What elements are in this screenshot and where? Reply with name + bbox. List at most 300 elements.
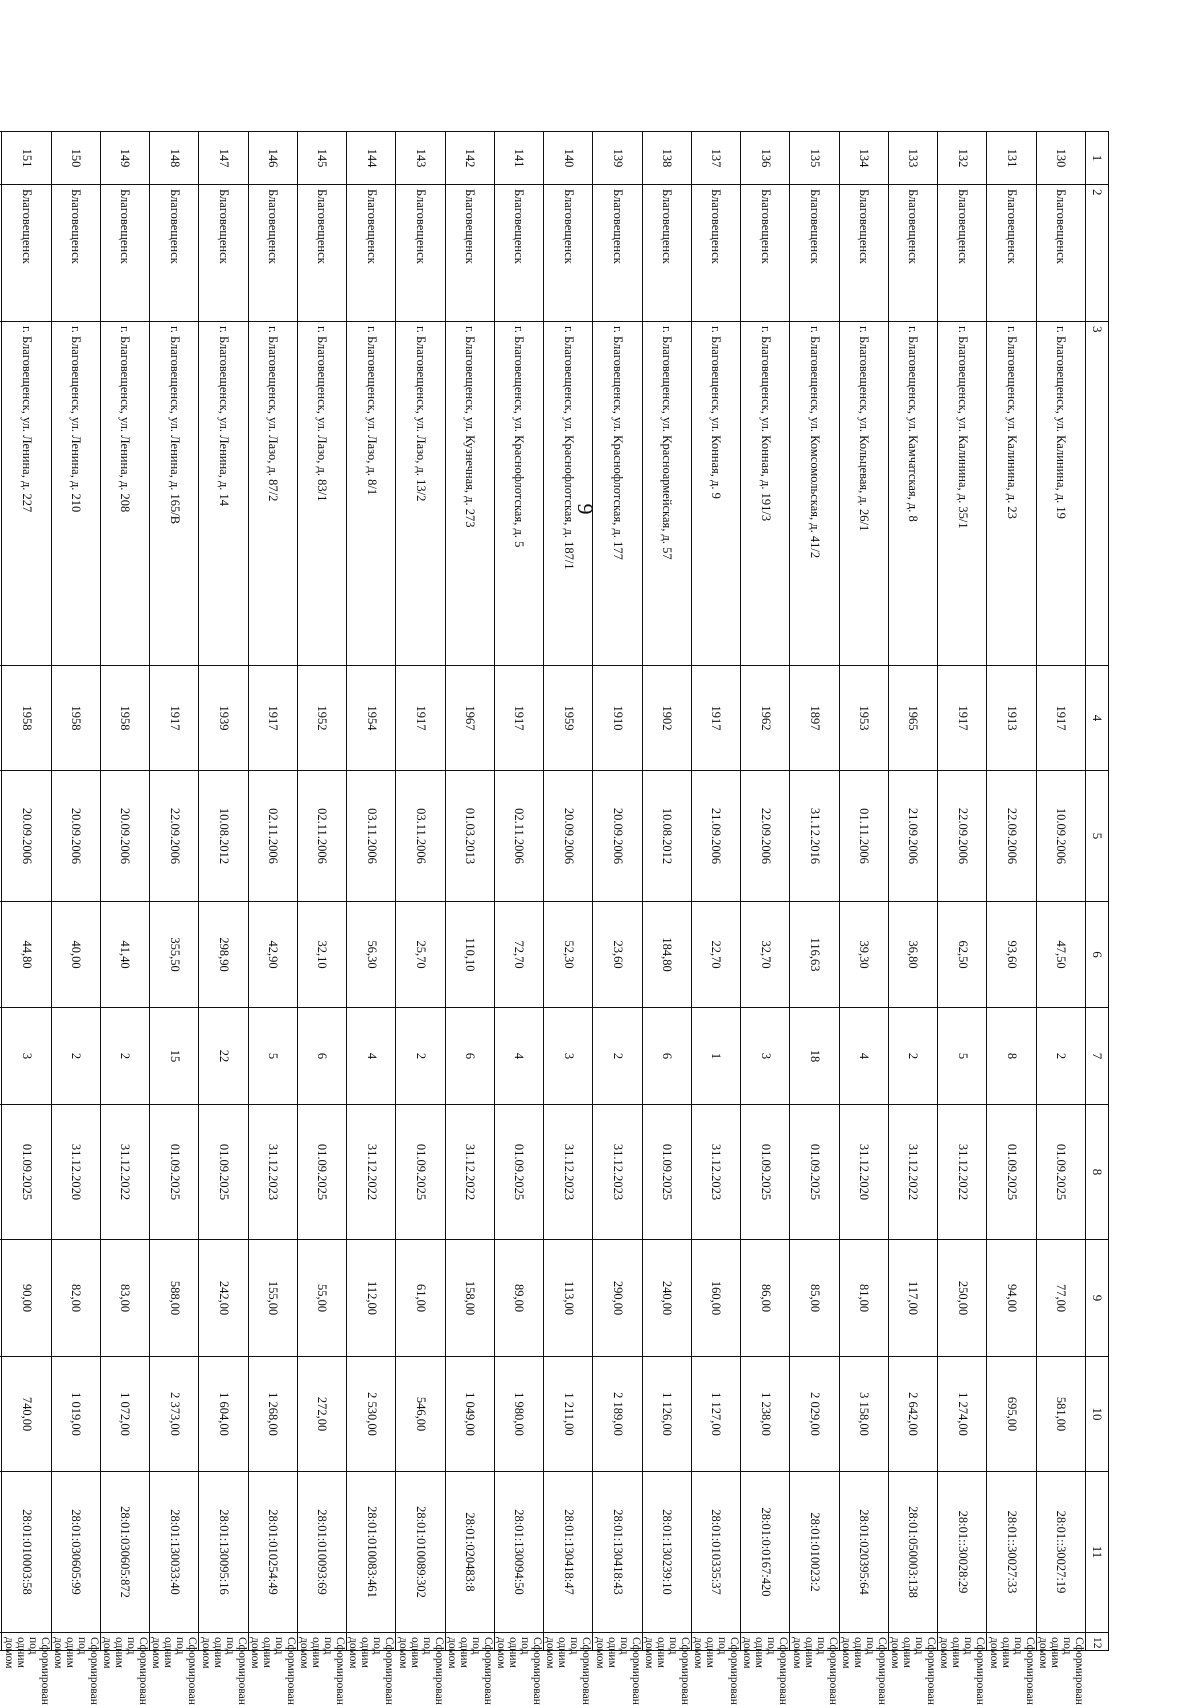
cell-address: г. Благовещенск, ул. Лазо, д. 13/2 (396, 322, 445, 666)
cell-cadastral-number: 28:01:010089:302 (396, 1472, 445, 1633)
cell-cadastral-number: 28:01:130033:40 (150, 1472, 199, 1633)
cell-date-2: 31.12.2023 (593, 1105, 642, 1240)
cell-count: 15 (150, 1008, 199, 1105)
column-header-11: 11 (1086, 1472, 1109, 1633)
cell-cadastral-number: 28:01:130095:16 (199, 1472, 248, 1633)
cell-area (0, 902, 2, 1008)
cell-cadastral-number: 28:01:010003:58 (2, 1472, 51, 1633)
cell-area: 62,50 (938, 902, 987, 1008)
cell-value-9: 61,00 (396, 1240, 445, 1357)
cell-build-year: 1917 (1036, 666, 1085, 771)
cell-city: Благовещенск (741, 185, 790, 322)
cell-row-number: 150 (51, 132, 100, 185)
cell-date: 22.09.2006 (150, 771, 199, 902)
cell-address: г. Благовещенск, ул. Кольцевая, д. 26/1 (839, 322, 888, 666)
cell-date-2: 01.09.2025 (790, 1105, 839, 1240)
cell-build-year: 1917 (150, 666, 199, 771)
cell-value-10: 1 072,00 (101, 1357, 150, 1472)
cell-area: 47,50 (1036, 902, 1085, 1008)
cell-build-year: 1913 (987, 666, 1036, 771)
cell-date-2: 01.09.2025 (150, 1105, 199, 1240)
cell-date: 10.08.2012 (199, 771, 248, 902)
cell-value-9: 290,00 (593, 1240, 642, 1357)
table-row (790, 132, 839, 1651)
cell-date-2: 01.09.2025 (642, 1105, 691, 1240)
cell-build-year: 1965 (889, 666, 938, 771)
cell-row-number: 142 (445, 132, 494, 185)
cell-value-10: 1 274,00 (938, 1357, 987, 1472)
cell-date-2: 31.12.2022 (889, 1105, 938, 1240)
cell-value-9: 240,00 (642, 1240, 691, 1357)
cell-date: 22.09.2006 (938, 771, 987, 902)
cell-address (0, 322, 2, 666)
cell-date-2: 01.09.2025 (199, 1105, 248, 1240)
cell-city: Благовещенск (1036, 185, 1085, 322)
cell-area: 298,90 (199, 902, 248, 1008)
table-row (741, 132, 790, 1651)
cell-area: 110,10 (445, 902, 494, 1008)
table-row (150, 132, 199, 1651)
table-row (839, 132, 888, 1651)
column-header-6: 6 (1086, 902, 1109, 1008)
cell-value-9: 85,00 (790, 1240, 839, 1357)
cell-row-number: 144 (347, 132, 396, 185)
cell-cadastral-number: 28:01:0:0167:420 (741, 1472, 790, 1633)
cell-count: 4 (495, 1008, 544, 1105)
cell-row-number: 130 (1036, 132, 1085, 185)
cell-city: Благовещенск (150, 185, 199, 322)
cell-date: 03.11.2006 (347, 771, 396, 902)
cell-value-10 (0, 1357, 2, 1472)
cell-row-number: 143 (396, 132, 445, 185)
column-header-12: 12 (1086, 1633, 1109, 1651)
table-row (199, 132, 248, 1651)
cell-city: Благовещенск (544, 185, 593, 322)
cell-area: 32,10 (298, 902, 347, 1008)
cell-area: 25,70 (396, 902, 445, 1008)
cell-value-9: 155,00 (248, 1240, 297, 1357)
cell-cadastral-number: 28:01:130418:43 (593, 1472, 642, 1633)
cell-city (0, 185, 2, 322)
cell-value-10: 2 530,00 (347, 1357, 396, 1472)
cell-date: 02.11.2006 (298, 771, 347, 902)
cell-cadastral-number: 28:01:050003:138 (889, 1472, 938, 1633)
cell-cadastral-number: 28:01::30027:33 (987, 1472, 1036, 1633)
cell-status: Сформирован под одним домом (445, 1633, 494, 1651)
cell-value-10: 2 373,00 (150, 1357, 199, 1472)
cell-cadastral-number: 28:01:130094:50 (495, 1472, 544, 1633)
table-row (593, 132, 642, 1651)
cell-build-year: 1959 (544, 666, 593, 771)
cell-count: 4 (347, 1008, 396, 1105)
cell-city: Благовещенск (2, 185, 51, 322)
cell-address: г. Благовещенск, ул. Конная, д. 191/3 (741, 322, 790, 666)
cell-date-2: 31.12.2023 (544, 1105, 593, 1240)
cell-count: 6 (445, 1008, 494, 1105)
table-row (2, 132, 51, 1651)
cell-count: 6 (298, 1008, 347, 1105)
column-header-3: 3 (1086, 322, 1109, 666)
table-row (544, 132, 593, 1651)
cell-status: Сформирован под одним домом (51, 1633, 100, 1651)
cell-address: г. Благовещенск, ул. Калинина, д. 19 (1036, 322, 1085, 666)
cell-date: 01.11.2006 (839, 771, 888, 902)
cell-city: Благовещенск (938, 185, 987, 322)
cell-row-number: 149 (101, 132, 150, 185)
cell-build-year (0, 666, 2, 771)
cell-cadastral-number (0, 1472, 2, 1633)
cell-row-number: 134 (839, 132, 888, 185)
column-header-2: 2 (1086, 185, 1109, 322)
table-row (347, 132, 396, 1651)
table-row (1036, 132, 1085, 1651)
cell-address: г. Благовещенск, ул. Лазо, д. 87/2 (248, 322, 297, 666)
cell-count (0, 1008, 2, 1105)
cell-row-number: 140 (544, 132, 593, 185)
cell-build-year: 1958 (2, 666, 51, 771)
cell-city: Благовещенск (593, 185, 642, 322)
cell-row-number: 146 (248, 132, 297, 185)
cell-status: Сформирован под одним домом (593, 1633, 642, 1651)
cell-city: Благовещенск (396, 185, 445, 322)
cell-area: 22,70 (692, 902, 741, 1008)
cell-count: 2 (51, 1008, 100, 1105)
cell-value-10: 1 980,00 (495, 1357, 544, 1472)
cell-date: 10.08.2012 (642, 771, 691, 902)
cell-build-year: 1958 (51, 666, 100, 771)
cell-build-year: 1953 (839, 666, 888, 771)
cell-cadastral-number: 28:01:010335:37 (692, 1472, 741, 1633)
cell-row-number: 133 (889, 132, 938, 185)
cell-address: г. Благовещенск, ул. Конная, д. 9 (692, 322, 741, 666)
cell-status: Сформирован под одним домом (396, 1633, 445, 1651)
cell-build-year: 1939 (199, 666, 248, 771)
cell-status: Сформирован под одним домом (642, 1633, 691, 1651)
cell-count: 3 (741, 1008, 790, 1105)
cell-city: Благовещенск (347, 185, 396, 322)
cell-date: 20.09.2006 (101, 771, 150, 902)
cell-value-10: 1 268,00 (248, 1357, 297, 1472)
cell-count: 4 (839, 1008, 888, 1105)
table-row (248, 132, 297, 1651)
cell-area: 184,80 (642, 902, 691, 1008)
cell-value-9: 117,00 (889, 1240, 938, 1357)
cell-value-10: 695,00 (987, 1357, 1036, 1472)
cell-count: 8 (987, 1008, 1036, 1105)
cell-area: 44,80 (2, 902, 51, 1008)
cell-area: 116,63 (790, 902, 839, 1008)
cell-date-2: 01.09.2025 (396, 1105, 445, 1240)
cell-address: г. Благовещенск, ул. Лазо, д. 8/1 (347, 322, 396, 666)
cell-value-9: 160,00 (692, 1240, 741, 1357)
cell-count: 18 (790, 1008, 839, 1105)
cell-value-9: 94,00 (987, 1240, 1036, 1357)
cell-city: Благовещенск (445, 185, 494, 322)
column-header-8: 8 (1086, 1105, 1109, 1240)
cell-date: 02.11.2006 (495, 771, 544, 902)
cell-row-number: 147 (199, 132, 248, 185)
cell-city: Благовещенск (642, 185, 691, 322)
cell-date-2: 31.12.2022 (445, 1105, 494, 1240)
cell-date: 20.09.2006 (2, 771, 51, 902)
cell-count: 5 (938, 1008, 987, 1105)
cell-value-9: 55,00 (298, 1240, 347, 1357)
cell-date-2: 01.09.2025 (1036, 1105, 1085, 1240)
table-row (0, 132, 2, 1651)
cell-date-2: 01.09.2025 (2, 1105, 51, 1240)
cell-date: 10.09.2006 (1036, 771, 1085, 902)
cell-address: г. Благовещенск, ул. Лазо, д. 83/1 (298, 322, 347, 666)
cell-date-2: 31.12.2020 (51, 1105, 100, 1240)
cell-status: Сформирован под одним домом (150, 1633, 199, 1651)
cell-date: 03.11.2006 (396, 771, 445, 902)
cell-address: г. Благовещенск, ул. Краснофлотская, д. 177 (593, 322, 642, 666)
cell-count: 2 (396, 1008, 445, 1105)
cell-date: 20.09.2006 (544, 771, 593, 902)
cell-date-2: 31.12.2022 (347, 1105, 396, 1240)
cell-area: 52,30 (544, 902, 593, 1008)
cell-address: г. Благовещенск, ул. Ленина, д. 210 (51, 322, 100, 666)
cell-value-10: 2 642,00 (889, 1357, 938, 1472)
cell-address: г. Благовещенск, ул. Ленина, д. 208 (101, 322, 150, 666)
cell-build-year: 1910 (593, 666, 642, 771)
column-header-10: 10 (1086, 1357, 1109, 1472)
table-row (101, 132, 150, 1651)
cell-value-10: 1 238,00 (741, 1357, 790, 1472)
page-number: 9 (573, 503, 598, 515)
cell-count: 3 (2, 1008, 51, 1105)
cell-row-number: 137 (692, 132, 741, 185)
cell-cadastral-number: 28:01:130239:10 (642, 1472, 691, 1633)
cell-row-number: 138 (642, 132, 691, 185)
cell-area: 56,30 (347, 902, 396, 1008)
cell-value-9 (0, 1240, 2, 1357)
cell-address: г. Благовещенск, ул. Красноармейская, д. 57 (642, 322, 691, 666)
cell-cadastral-number: 28:01:030605:872 (101, 1472, 150, 1633)
cell-count: 3 (544, 1008, 593, 1105)
cell-city: Благовещенск (839, 185, 888, 322)
cell-cadastral-number: 28:01:130418:47 (544, 1472, 593, 1633)
cell-value-9: 82,00 (51, 1240, 100, 1357)
cell-date: 02.11.2006 (248, 771, 297, 902)
cell-area: 72,70 (495, 902, 544, 1008)
cell-cadastral-number: 28:01::30027:19 (1036, 1472, 1085, 1633)
cell-area: 36,80 (889, 902, 938, 1008)
cell-value-9: 81,00 (839, 1240, 888, 1357)
cell-value-10: 3 158,00 (839, 1357, 888, 1472)
cell-city: Благовещенск (495, 185, 544, 322)
cell-city: Благовещенск (790, 185, 839, 322)
cell-area: 41,40 (101, 902, 150, 1008)
cell-area: 32,70 (741, 902, 790, 1008)
cell-value-10: 581,00 (1036, 1357, 1085, 1472)
housing-table (0, 131, 1109, 1705)
table-row (396, 132, 445, 1651)
table-row (445, 132, 494, 1651)
cell-cadastral-number: 28:01::30028:29 (938, 1472, 987, 1633)
cell-cadastral-number: 28:01:010254:49 (248, 1472, 297, 1633)
cell-status: Сформирован под одним домом (101, 1633, 150, 1651)
cell-cadastral-number: 28:01:020395:64 (839, 1472, 888, 1633)
cell-value-10: 2 189,00 (593, 1357, 642, 1472)
cell-count: 5 (248, 1008, 297, 1105)
cell-date: 21.09.2006 (889, 771, 938, 902)
cell-status: Сформирован под одним домом (544, 1633, 593, 1651)
cell-value-9: 90,00 (2, 1240, 51, 1357)
cell-cadastral-number: 28:01:010093:69 (298, 1472, 347, 1633)
cell-status: Сформирован под одним домом (839, 1633, 888, 1651)
cell-build-year: 1917 (692, 666, 741, 771)
cell-status: Сформирован под одним домом (347, 1633, 396, 1651)
cell-value-10: 1 126,00 (642, 1357, 691, 1472)
cell-row-number: 148 (150, 132, 199, 185)
cell-value-9: 158,00 (445, 1240, 494, 1357)
cell-cadastral-number: 28:01:010023:2 (790, 1472, 839, 1633)
cell-city: Благовещенск (51, 185, 100, 322)
cell-address: г. Благовещенск, ул. Калинина, д. 23 (987, 322, 1036, 666)
table-row (298, 132, 347, 1651)
cell-address: г. Благовещенск, ул. Калинина, д. 35/1 (938, 322, 987, 666)
cell-date-2: 31.12.2022 (938, 1105, 987, 1240)
cell-value-9: 113,00 (544, 1240, 593, 1357)
cell-build-year: 1967 (445, 666, 494, 771)
column-header-4: 4 (1086, 666, 1109, 771)
cell-row-number: 136 (741, 132, 790, 185)
cell-status: Сформирован под одним домом (248, 1633, 297, 1651)
cell-build-year: 1962 (741, 666, 790, 771)
cell-row-number: 131 (987, 132, 1036, 185)
cell-row-number: 141 (495, 132, 544, 185)
cell-city: Благовещенск (692, 185, 741, 322)
cell-build-year: 1917 (396, 666, 445, 771)
cell-value-9: 588,00 (150, 1240, 199, 1357)
cell-value-10: 1 127,00 (692, 1357, 741, 1472)
cell-value-10: 740,00 (2, 1357, 51, 1472)
cell-date-2 (0, 1105, 2, 1240)
column-header-1: 1 (1086, 132, 1109, 185)
cell-count: 22 (199, 1008, 248, 1105)
cell-value-9: 77,00 (1036, 1240, 1085, 1357)
table-row (51, 132, 100, 1651)
column-header-9: 9 (1086, 1240, 1109, 1357)
cell-date-2: 31.12.2020 (839, 1105, 888, 1240)
cell-area: 93,60 (987, 902, 1036, 1008)
cell-status: Сформирован под одним домом (790, 1633, 839, 1651)
cell-area: 39,30 (839, 902, 888, 1008)
table-row (692, 132, 741, 1651)
cell-date-2: 31.12.2022 (101, 1105, 150, 1240)
cell-build-year: 1917 (495, 666, 544, 771)
cell-count: 6 (642, 1008, 691, 1105)
column-header-5: 5 (1086, 771, 1109, 902)
table-row (987, 132, 1036, 1651)
cell-status: Сформирован под одним домом (199, 1633, 248, 1651)
cell-build-year: 1954 (347, 666, 396, 771)
cell-count: 2 (593, 1008, 642, 1105)
cell-status: Сформирован под одним домом (987, 1633, 1036, 1651)
cell-build-year: 1952 (298, 666, 347, 771)
cell-date: 31.12.2016 (790, 771, 839, 902)
cell-address: г. Благовещенск, ул. Краснофлотская, д. 5 (495, 322, 544, 666)
cell-date-2: 01.09.2025 (987, 1105, 1036, 1240)
cell-status: Сформирован под одним домом (298, 1633, 347, 1651)
cell-build-year: 1958 (101, 666, 150, 771)
cell-count: 2 (101, 1008, 150, 1105)
table-body (0, 132, 1086, 1705)
cell-date-2: 31.12.2023 (248, 1105, 297, 1240)
cell-row-number: 139 (593, 132, 642, 185)
cell-build-year: 1917 (248, 666, 297, 771)
cell-cadastral-number: 28:01:020483:8 (445, 1472, 494, 1633)
cell-city: Благовещенск (298, 185, 347, 322)
cell-status: Сформирован под одним домом (2, 1633, 51, 1651)
cell-city: Благовещенск (248, 185, 297, 322)
cell-address: г. Благовещенск, ул. Камчатская, д. 8 (889, 322, 938, 666)
cell-date: 22.09.2006 (741, 771, 790, 902)
cell-status: Сформирован под одним домом (692, 1633, 741, 1651)
cell-date: 21.09.2006 (692, 771, 741, 902)
cell-value-9: 83,00 (101, 1240, 150, 1357)
cell-area: 40,00 (51, 902, 100, 1008)
rotated-table-container (2, 131, 1109, 1705)
cell-value-10: 546,00 (396, 1357, 445, 1472)
table-row (642, 132, 691, 1651)
cell-status: Сформирован под одним домом (938, 1633, 987, 1651)
cell-area: 355,50 (150, 902, 199, 1008)
cell-city: Благовещенск (199, 185, 248, 322)
cell-row-number: 145 (298, 132, 347, 185)
cell-date: 20.09.2006 (593, 771, 642, 902)
cell-count: 2 (889, 1008, 938, 1105)
column-header-7: 7 (1086, 1008, 1109, 1105)
cell-address: г. Благовещенск, ул. Ленина, д. 165/В (150, 322, 199, 666)
table-row (495, 132, 544, 1651)
cell-count: 2 (1036, 1008, 1085, 1105)
cell-date: 01.03.2013 (445, 771, 494, 902)
cell-value-10: 1 019,00 (51, 1357, 100, 1472)
cell-count: 1 (692, 1008, 741, 1105)
cell-value-9: 86,00 (741, 1240, 790, 1357)
cell-status: Сформирован под одним домом (1036, 1633, 1085, 1651)
cell-city: Благовещенск (101, 185, 150, 322)
cell-cadastral-number: 28:01:030605:99 (51, 1472, 100, 1633)
cell-value-9: 89,00 (495, 1240, 544, 1357)
cell-row-number: 151 (2, 132, 51, 185)
cell-city: Благовещенск (987, 185, 1036, 322)
cell-date-2: 31.12.2023 (692, 1105, 741, 1240)
cell-value-10: 272,00 (298, 1357, 347, 1472)
cell-value-9: 112,00 (347, 1240, 396, 1357)
cell-build-year: 1917 (938, 666, 987, 771)
cell-value-10: 1 211,00 (544, 1357, 593, 1472)
cell-value-9: 250,00 (938, 1240, 987, 1357)
cell-area: 23,60 (593, 902, 642, 1008)
cell-address: г. Благовещенск, ул. Ленина, д. 227 (2, 322, 51, 666)
table-row (938, 132, 987, 1651)
cell-cadastral-number: 28:01:010083:461 (347, 1472, 396, 1633)
cell-row-number: 135 (790, 132, 839, 185)
cell-date-2: 01.09.2025 (495, 1105, 544, 1240)
cell-row-number: 132 (938, 132, 987, 185)
cell-value-10: 1 604,00 (199, 1357, 248, 1472)
cell-date: 22.09.2006 (987, 771, 1036, 902)
cell-value-10: 2 029,00 (790, 1357, 839, 1472)
cell-address: г. Благовещенск, ул. Краснофлотская, д. 187/1 (544, 322, 593, 666)
cell-area: 42,90 (248, 902, 297, 1008)
cell-date: 20.09.2006 (51, 771, 100, 902)
cell-date (0, 771, 2, 902)
cell-city: Благовещенск (889, 185, 938, 322)
